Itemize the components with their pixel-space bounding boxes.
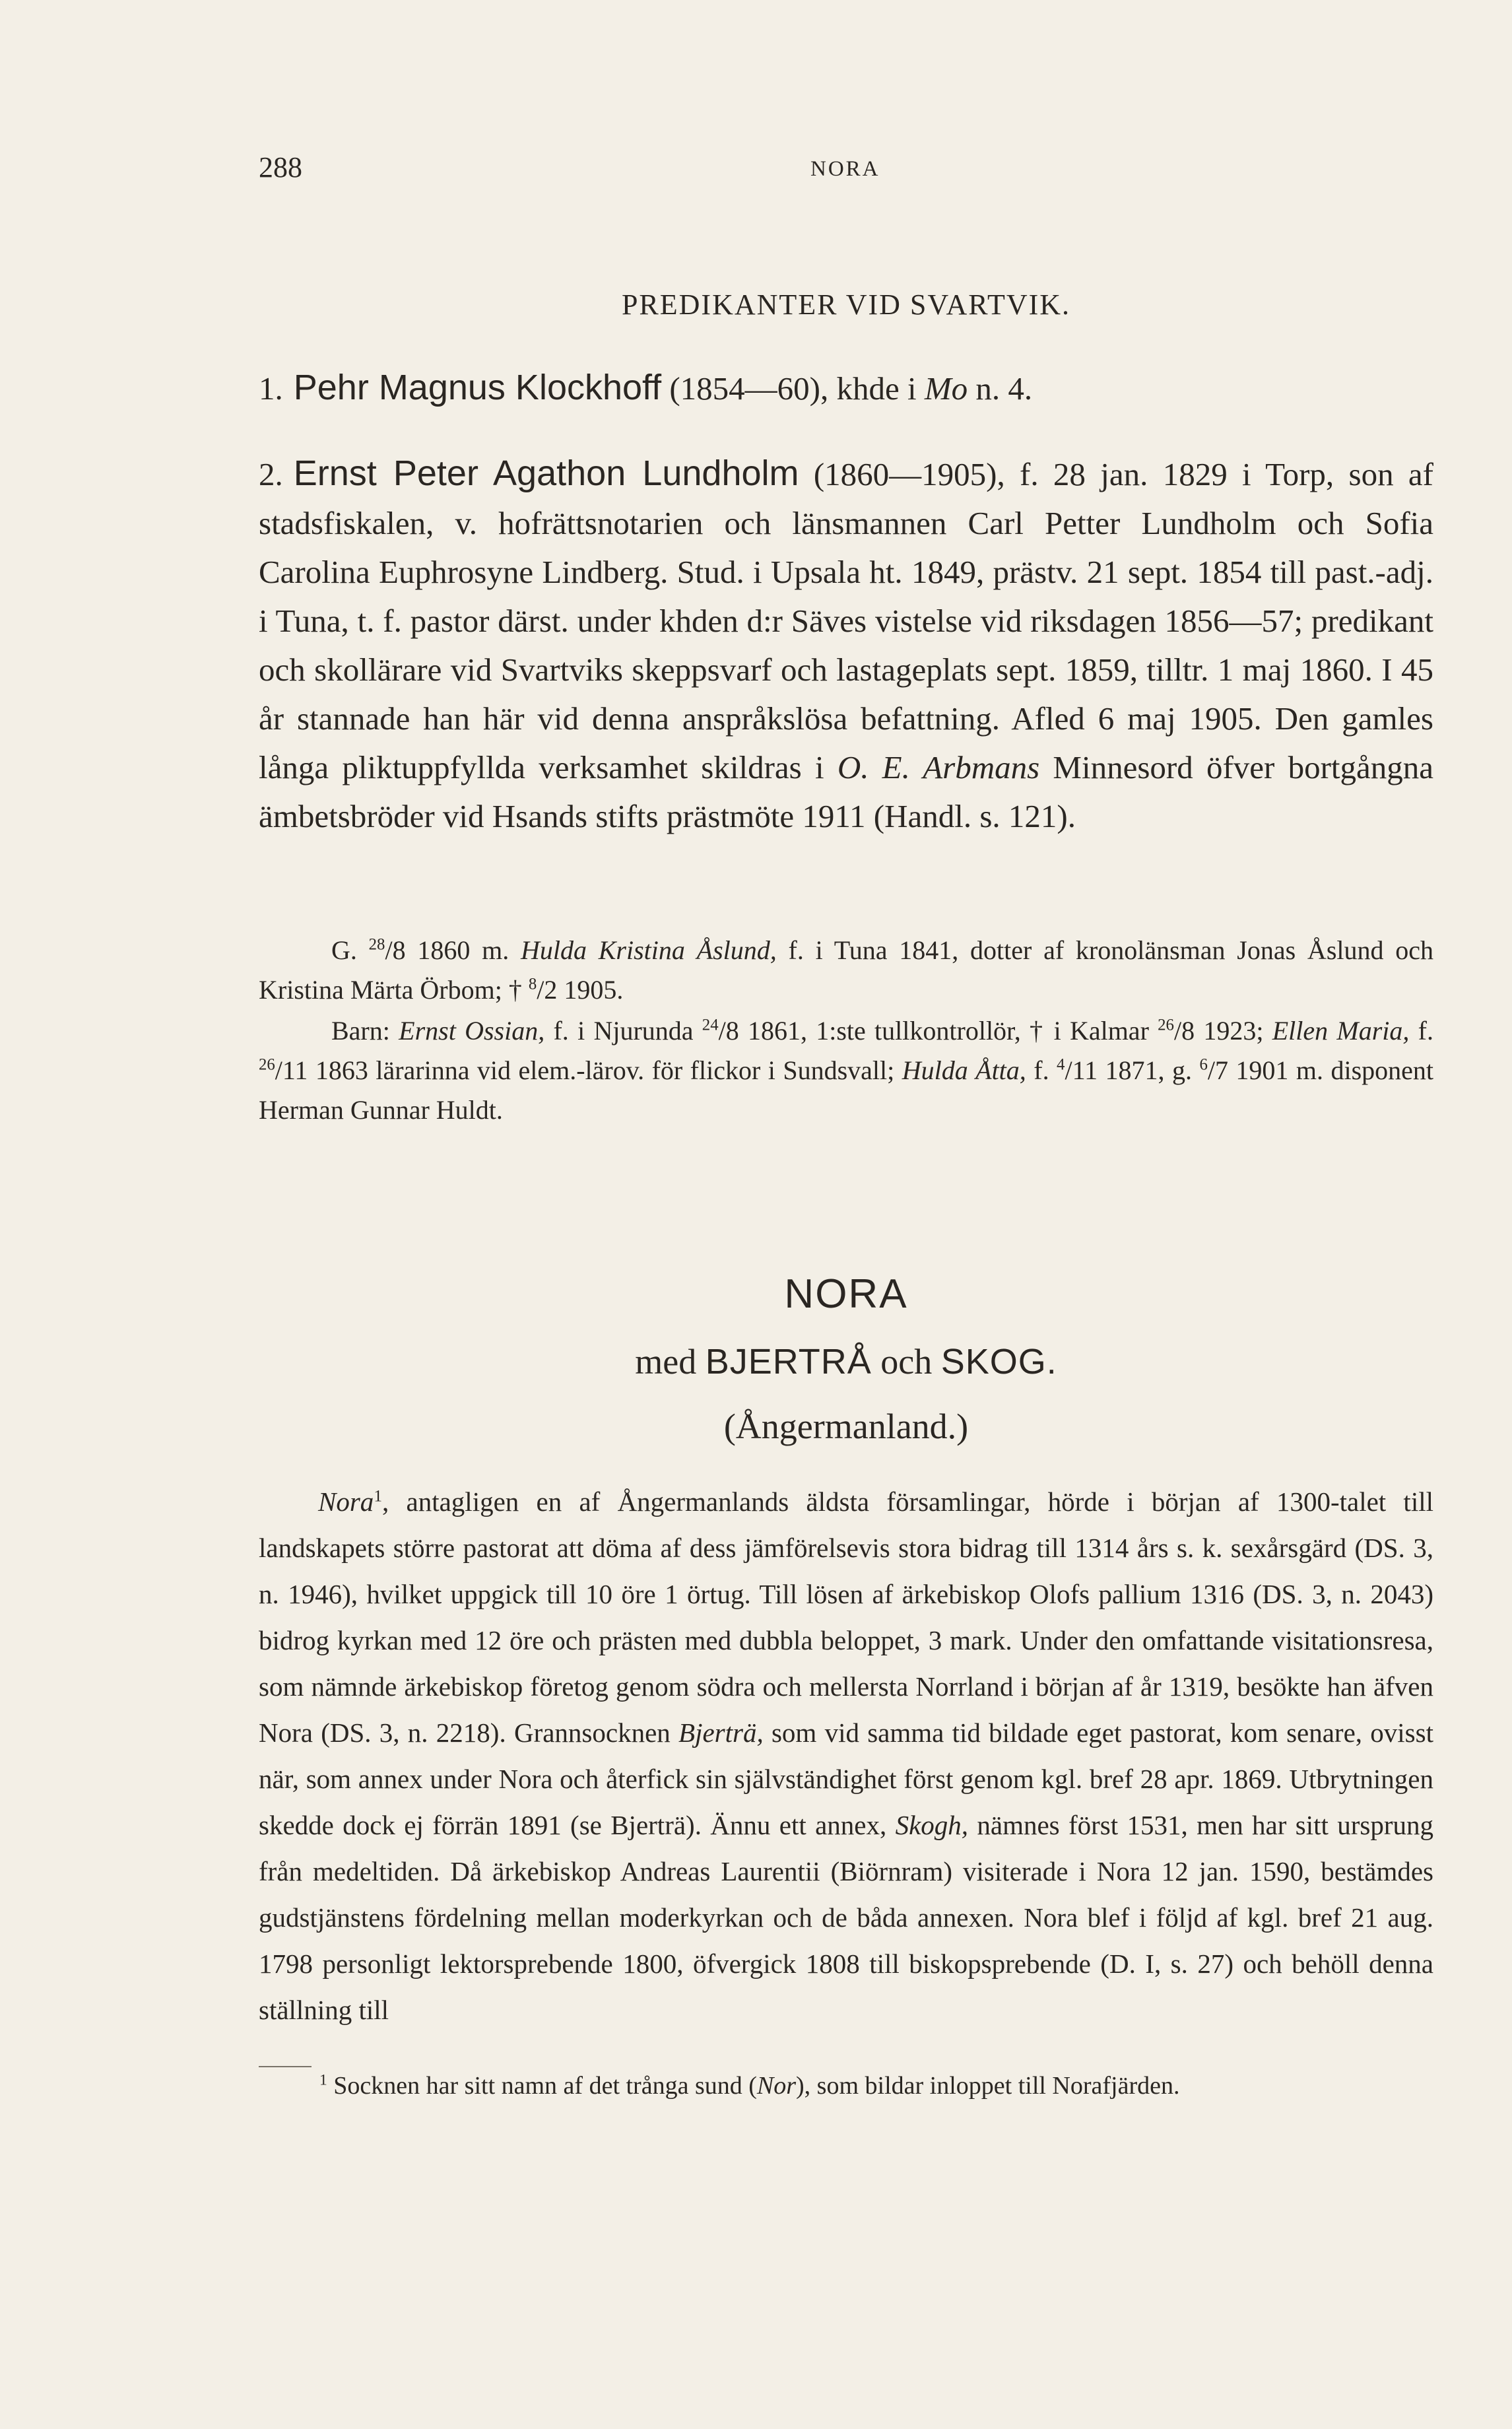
paragraph-text: nämnes först 1531, men har sitt ursprung från medeltiden. Då ärkebiskop Andreas Laurentii (Biörnram) visiterade i Nora 12 jan. 1590, bestämdes gudstjänstens fördelning mellan moderkyrkan och de båda annexen. Nora blef i följd af kgl. bref 21 aug. 1798 personligt lektorsprebende 1800, öfvergick 1808 till biskopsprebende (D. I, s. 27) och behöll denna ställning till <box>259 1810 1433 2025</box>
entry-1 <box>259 363 1433 413</box>
entry-number: 1. <box>259 370 283 407</box>
entry-2 <box>259 449 1433 841</box>
entry-place: Mo <box>924 370 968 407</box>
child-name: Ellen Maria, <box>1272 1016 1410 1046</box>
entry-number: 2. <box>259 456 283 492</box>
family-marriage <box>259 931 1433 1010</box>
date-sub: /11 <box>275 1055 308 1085</box>
spouse-name: Hulda Kristina Åslund, <box>520 935 777 965</box>
annex-name: BJERTRÅ <box>705 1342 872 1381</box>
entry-text-end: Minnesord öfver bortgångna ämbetsbröder vid Hsands stifts prästmöte 1911 (Handl. s. 121). <box>259 749 1433 834</box>
marriage-text: 1905. <box>557 975 624 1005</box>
child-text: 1871, g. <box>1098 1055 1200 1085</box>
child-name: Hulda Åtta, <box>902 1055 1026 1085</box>
subtitle-word: och <box>871 1342 941 1381</box>
date-sub: /8 <box>385 935 406 965</box>
footnote-ref: 1 <box>374 1486 383 1506</box>
parish-name: Bjerträ, <box>678 1717 764 1748</box>
child-text: f. i Njurunda <box>544 1016 702 1046</box>
family-children <box>259 1011 1433 1130</box>
marriage-text: 1860 m. <box>405 935 521 965</box>
date-sup: 6 <box>1199 1055 1208 1074</box>
child-text: 1923; <box>1195 1016 1272 1046</box>
page-number: 288 <box>259 151 302 183</box>
child-text: f. <box>1409 1016 1434 1046</box>
child-text: 1901 m. disponent Herman Gunnar Huldt. <box>259 1055 1434 1125</box>
children-label: Barn: <box>331 1016 399 1046</box>
entry-text: (1860—1905), f. 28 jan. 1829 i Torp, son af stadsfiskalen, v. hofrättsnotarien och länsmannen Carl Petter Lundholm och Sofia Carolina Euphrosyne Lindberg. Stud. i Upsala ht. 1849, prästv. 21 sept. 1854 till past.-adj. i Tuna, t. f. pastor därst. under khden d:r Säves vistelse vid riksdagen 1856—57; predikant och skollärare vid Svartviks skeppsvarf och lastageplats sept. 1859, tilltr. 1 maj 1860. I 45 år stannade han här vid denna anspråkslösa befattning. Afled 6 maj 1905. Den gamles långa pliktuppfyllda verksamhet skildras i <box>259 456 1433 785</box>
parish-region: (Ångermanland.) <box>723 1407 969 1446</box>
paragraph-text: , antagligen en af Ångermanlands äldsta församlingar, hörde i början af 1300-talet till landskapets större pastorat att döma af dess jämförelsevis stora bidrag till 1314 års s. k. sexårsgärd (DS. 3, n. 1946), hvilket uppgick till 10 öre 1 örtug. Till lösen af ärkebiskop Olofs pallium 1316 (DS. 3, n. 2043) bidrog kyrkan med 12 öre och prästen med dubbla beloppet, 3 mark. Under den omfattande visitationsresa, som nämnde ärkebiskop företog genom södra och mellersta Norrland i början af år 1319, besökte han äfven Nora (DS. 3, n. 2218). Grannsocknen <box>259 1486 1433 1748</box>
date-sup: 26 <box>259 1055 275 1074</box>
parish-name: Skogh, <box>895 1810 969 1840</box>
footnote-marker: 1 <box>319 2071 327 2089</box>
child-name: Ernst Ossian, <box>399 1016 545 1046</box>
annex-name: SKOG. <box>940 1342 1057 1381</box>
paragraph-text: som vid samma tid bildade eget pastorat, kom senare, ovisst när, som annex under Nora och återfick sin självständighet först genom kgl. bref 28 apr. 1869. Utbrytningen skedde dock ej förrän 1891 (se Bjerträ). Ännu ett annex, <box>259 1717 1433 1840</box>
parish-subtitle <box>259 1341 1433 1382</box>
date-sup: 24 <box>702 1016 719 1034</box>
footnote-text: Socknen har sitt namn af det trånga sund ( <box>327 2072 757 2100</box>
footnote-text: ), som bildar inloppet till Norafjärden. <box>796 2072 1180 2100</box>
date-sup: 26 <box>1158 1016 1174 1034</box>
running-title: NORA <box>810 157 880 181</box>
date-sub: /11 <box>1065 1055 1098 1085</box>
parish-name: Nora <box>318 1486 374 1517</box>
entry-text: (1854—60), khde i <box>661 370 925 407</box>
date-sup: 8 <box>528 975 537 993</box>
marriage-text: f. i Tuna 1841, dotter af kronolänsman Jonas Åslund och Kristina Märta Örbom; † <box>259 935 1434 1005</box>
date-sub: /7 <box>1207 1055 1228 1085</box>
date-sub: /8 <box>718 1016 739 1046</box>
date-sup: 4 <box>1057 1055 1065 1074</box>
child-text: 1863 lärarinna vid elem.-lärov. för flickor i Sundsvall; <box>308 1055 902 1085</box>
footnote <box>259 2066 1433 2106</box>
entry-name: Pehr Magnus Klockhoff <box>293 368 662 407</box>
child-text: 1861, 1:ste tullkontrollör, † i Kalmar <box>739 1016 1158 1046</box>
date-sup: 28 <box>368 935 385 954</box>
child-text: f. <box>1026 1055 1057 1085</box>
parish-history-paragraph <box>259 1479 1433 2033</box>
date-sub: /2 <box>537 975 558 1005</box>
entry-italic-author: O. E. Arbmans <box>837 749 1040 785</box>
subtitle-word: med <box>635 1342 706 1381</box>
parish-title: NORA <box>784 1271 908 1317</box>
date-sub: /8 <box>1173 1016 1195 1046</box>
footnote-italic: Nor <box>756 2072 797 2100</box>
marriage-prefix: G. <box>331 935 369 965</box>
entry-name: Ernst Peter Agathon Lundholm <box>293 453 799 493</box>
section-heading: PREDIKANTER VID SVARTVIK. <box>621 288 1071 321</box>
entry-text-end: n. 4. <box>968 370 1033 407</box>
